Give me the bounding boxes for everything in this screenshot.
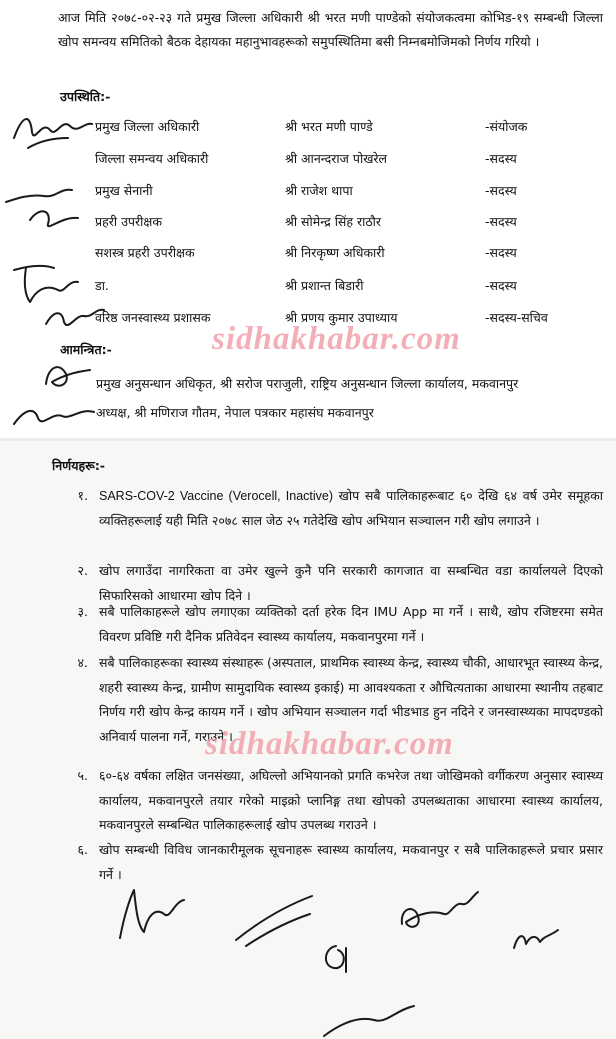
member-name: श्री निरकृष्ण अधिकारी	[285, 245, 385, 260]
member-role: -सदस्य	[485, 245, 517, 260]
member-position: डा.	[95, 278, 109, 293]
member-position: प्रमुख सेनानी	[95, 183, 153, 198]
attendance-row	[95, 182, 605, 202]
member-position: सशस्त्र प्रहरी उपरीक्षक	[95, 245, 195, 260]
invitee-line: अध्यक्ष, श्री मणिराज गौतम, नेपाल पत्रकार महासंघ मकवानपुर	[96, 405, 374, 420]
decision-item	[58, 600, 603, 649]
signature-mark	[508, 918, 564, 958]
member-name: श्री राजेश थापा	[285, 183, 353, 198]
watermark: sidhakhabar.com	[212, 321, 461, 357]
member-role: -सदस्य	[485, 278, 517, 293]
member-role: -सदस्य-सचिव	[485, 310, 548, 325]
member-position: प्रहरी उपरीक्षक	[95, 214, 162, 229]
member-name: श्री सोमेन्द्र सिंह राठौर	[285, 214, 381, 229]
attendance-heading: उपस्थिति:-	[60, 89, 111, 104]
decision-number: ५.	[77, 768, 88, 783]
decision-number: ६.	[77, 842, 88, 857]
decision-number: ३.	[77, 604, 88, 619]
attendance-row	[95, 118, 605, 138]
signature-mark	[318, 940, 358, 976]
member-role: -सदस्य	[485, 183, 517, 198]
member-role: -सदस्य	[485, 214, 517, 229]
page-seam	[0, 438, 616, 441]
decision-text: SARS-COV-2 Vaccine (Verocell, Inactive) खोप सबै पालिकाहरूबाट ६० देखि ६४ वर्ष उमेर समूहका व्यक्तिहरूलाई यही मिति २०७८ साल जेठ २५ गतेदेखि खोप अभियान सञ्चालन गरी खोप लगाउने ।	[99, 488, 603, 528]
invitees-heading: आमन्त्रित:-	[60, 342, 112, 357]
signature-mark	[40, 300, 110, 336]
member-position: प्रमुख जिल्ला अधिकारी	[95, 119, 200, 134]
vaccine-name: SARS-COV-2 Vaccine (Verocell, Inactive)	[99, 489, 334, 503]
signature-mark	[38, 356, 98, 396]
member-name: श्री प्रणय कुमार उपाध्याय	[285, 310, 398, 325]
decision-number: २.	[77, 563, 88, 578]
member-position: जिल्ला समन्वय अधिकारी	[95, 151, 209, 166]
invitee-line: प्रमुख अनुसन्धान अधिकृत, श्री सरोज पराजुली, राष्ट्रिय अनुसन्धान जिल्ला कार्यालय, मकवानपुर	[96, 376, 519, 391]
decision-number: १.	[77, 488, 88, 503]
member-name: श्री प्रशान्त बिडारी	[285, 278, 364, 293]
decision-item	[58, 764, 603, 838]
signature-mark	[110, 880, 190, 950]
attendance-row	[95, 244, 605, 264]
signature-mark	[0, 180, 96, 238]
signature-mark	[318, 1000, 418, 1039]
member-name: श्री आनन्दराज पोखरेल	[285, 151, 388, 166]
decision-text: सबै पालिकाहरूका स्वास्थ्य संस्थाहरू (अस्पताल, प्राथमिक स्वास्थ्य केन्द्र, स्वास्थ्य चौकी, आधारभूत स्वास्थ्य केन्द्र, शहरी स्वास्थ्य केन्द्र, ग्रामीण सामुदायिक स्वास्थ्य इकाई) मा आवश्यकता र औचित्यताका आधारमा स्थानीय तहबाट निर्णय गरी खोप केन्द्र कायम गर्ने । खोप अभियान सञ्चालन गर्दा भीडभाड हुन नदिने र जनस्वास्थ्यका मापदण्डको अनिवार्य पालना गर्ने, गराउने ।	[99, 655, 603, 744]
member-name: श्री भरत मणी पाण्डे	[285, 119, 373, 134]
decision-text: खोप सम्बन्धी विविध जानकारीमूलक सूचनाहरू स्वास्थ्य कार्यालय, मकवानपुर र सबै पालिकाहरूले प्रचार प्रसार गर्ने ।	[99, 842, 603, 882]
decision-text: सबै पालिकाहरूले खोप लगाएका व्यक्तिको दर्ता हरेक दिन IMU App मा गर्ने । साथै, खोप रजिष्टरमा समेत विवरण प्रविष्टि गरी दैनिक प्रतिवेदन स्वास्थ्य कार्यालय, मकवानपुरमा गर्ने ।	[99, 604, 603, 644]
decision-item	[58, 484, 603, 558]
signature-mark	[230, 890, 320, 950]
decisions-heading: निर्णयहरू:-	[52, 458, 105, 473]
decision-text: खोप लगाउँदा नागरिकता वा उमेर खुल्ने कुनै पनि सरकारी कागजात वा सम्बन्धित वडा कार्यालयले दिएको सिफारिसको आधारमा खोप दिने ।	[99, 563, 603, 603]
member-position: वरिष्ठ जनस्वास्थ्य प्रशासक	[95, 310, 211, 325]
meeting-intro-paragraph: आज मिति २०७८-०२-२३ गते प्रमुख जिल्ला अधिकारी श्री भरत मणी पाण्डेको संयोजकत्वमा कोभिड-१९ सम्बन्धी जिल्ला खोप समन्वय समितिको बैठक देहायका महानुभावहरूको समुपस्थितिमा बसी निम्नबमोजिमको निर्णय गरियो ।	[58, 10, 603, 49]
watermark: sidhakhabar.com	[205, 726, 454, 762]
signature-mark	[8, 108, 98, 152]
signature-mark	[8, 398, 100, 436]
signature-mark	[392, 884, 482, 944]
attendance-row	[95, 213, 605, 233]
member-role: -सदस्य	[485, 151, 517, 166]
attendance-row	[95, 277, 605, 297]
attendance-row	[95, 150, 605, 170]
decision-text: ६०-६४ वर्षका लक्षित जनसंख्या, अघिल्लो अभियानको प्रगति कभरेज तथा जोखिमको वर्गीकरण अनुसार स्वास्थ्य कार्यालय, मकवानपुरले तयार गरेको माइक्रो प्लानिङ्ग तथा खोपको उपलब्धताका आधारमा स्वास्थ्य कार्यालय, मकवानपुरले सम्बन्धित पालिकाहरूलाई खोप उपलब्ध गराउने ।	[99, 768, 603, 832]
decision-number: ४.	[77, 655, 88, 670]
member-role: -संयोजक	[485, 119, 528, 134]
